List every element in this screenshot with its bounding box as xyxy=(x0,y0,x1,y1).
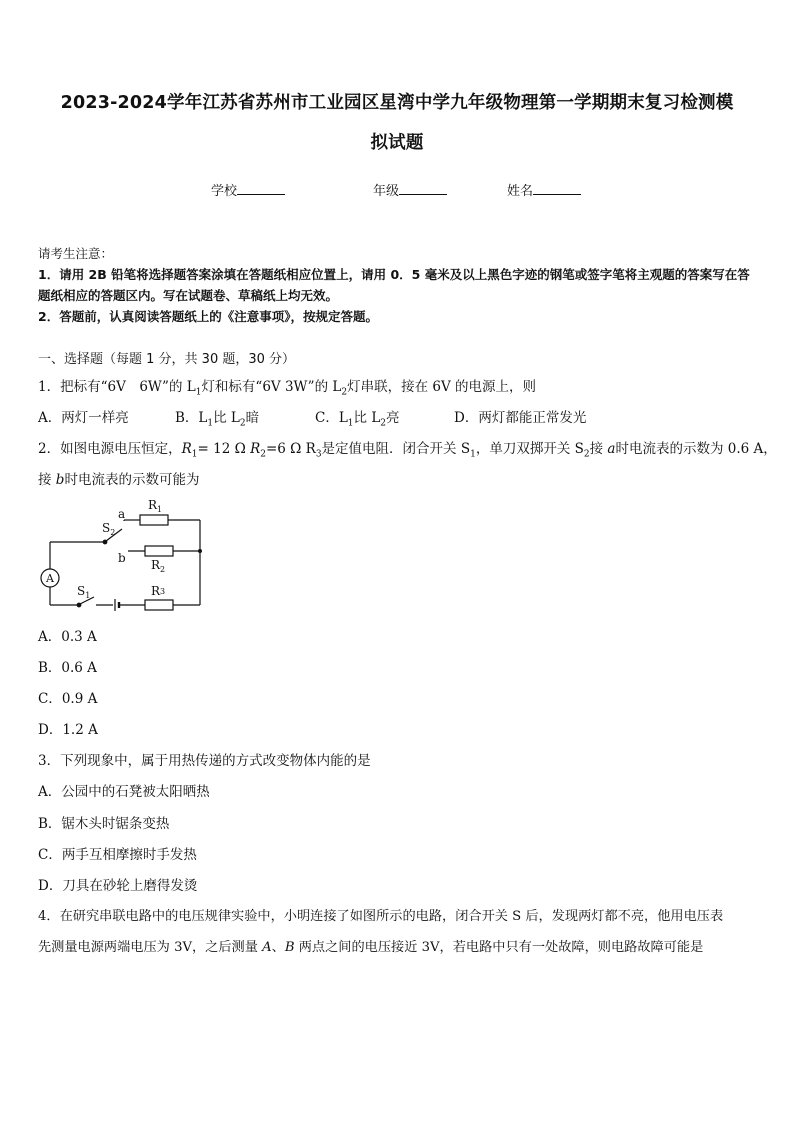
q1-c-mid: 比 L xyxy=(353,410,381,426)
q1-c-post: 亮 xyxy=(386,410,400,426)
q1-b-sub2: 2 xyxy=(239,418,246,429)
q1-stem xyxy=(38,375,760,398)
q2-s1-sub: 1 xyxy=(470,449,476,460)
name-field xyxy=(507,180,581,199)
q2-l2-pre: 接 xyxy=(38,472,56,488)
q2-option-c: C．0.9 A xyxy=(38,691,98,707)
q2-t5: ，单刀双掷开关 S xyxy=(475,441,584,457)
q1-c-pre: C．L xyxy=(315,410,348,426)
resistor-r2 xyxy=(145,546,173,556)
q4-stem-line2 xyxy=(38,936,760,955)
q1-text-c: 灯串联，接在 6V 的电源上，则 xyxy=(347,379,536,395)
q4-point-b: B xyxy=(284,940,295,955)
q1-b-mid: 比 L xyxy=(213,410,240,426)
q2-s2-sub: 2 xyxy=(583,449,590,460)
s2-label: $S_2$ xyxy=(102,521,116,537)
q1-b-sub1: 1 xyxy=(207,418,214,429)
q1-option-c xyxy=(315,406,400,429)
q2-r2: R xyxy=(250,441,261,457)
q1-b-pre: B．L xyxy=(175,410,208,426)
q4-point-a: A xyxy=(262,940,272,955)
q2-t4: 是定值电阻．闭合开关 S xyxy=(321,441,471,457)
name-blank xyxy=(533,182,581,195)
resistor-r1 xyxy=(140,515,168,525)
q2-l2-post: 时电流表的示数可能为 xyxy=(64,472,200,488)
q4-l2-pre: 先测量电源两端电压为 3V，之后测量 xyxy=(38,940,263,955)
q2-option-d: D．1.2 A xyxy=(38,722,98,738)
grade-field xyxy=(373,180,447,199)
school-field xyxy=(211,180,285,199)
q1-c-sub2: 2 xyxy=(380,418,387,429)
q3-option-d: D．刀具在砂轮上磨得发烫 xyxy=(38,878,198,894)
r1-label: $R_1$ xyxy=(148,498,163,514)
q2-r3-sub: 3 xyxy=(315,449,322,460)
q1-c-sub1: 1 xyxy=(347,418,354,429)
q1-option-b xyxy=(175,406,259,429)
school-blank xyxy=(237,182,285,195)
q2-t2: = 12 Ω xyxy=(197,441,251,457)
q1-sub-2: 2 xyxy=(341,387,348,398)
circuit-diagram xyxy=(30,490,220,615)
contact-b-label: b xyxy=(118,551,126,565)
resistor-r3 xyxy=(145,600,173,610)
r2-label: $R_2$ xyxy=(151,558,166,574)
q1-sub-1: 1 xyxy=(195,387,202,398)
s1-label: $S_1$ xyxy=(77,584,91,600)
q1-text-a: 1．把标有“6V 6W”的 L xyxy=(38,379,196,395)
q2-r1: R xyxy=(181,441,192,457)
q4-stem-line1: 4．在研究串联电路中的电压规律实验中，小明连接了如图所示的电路，闭合开关 S 后，发现两灯都不亮，他用电压表 xyxy=(38,909,724,924)
q1-option-d: D．两灯都能正常发光 xyxy=(454,410,587,426)
grade-blank xyxy=(399,182,447,195)
q2-stem-line1 xyxy=(38,437,777,460)
ammeter-label: A xyxy=(46,572,54,585)
q4-l2-post: 两点之间的电压接近 3V，若电路中只有一处故障，则电路故障可能是 xyxy=(294,940,704,955)
section1-heading: 一、选择题（每题 1 分，共 30 题，30 分） xyxy=(38,352,296,367)
q2-t6: 接 xyxy=(589,441,608,457)
q3-stem: 3．下列现象中，属于用热传递的方式改变物体内能的是 xyxy=(38,753,371,769)
contact-a-label: a xyxy=(118,507,126,521)
q2-option-a: A．0.3 A xyxy=(38,629,97,645)
q3-option-a: A．公园中的石凳被太阳晒热 xyxy=(38,784,210,800)
q2-r1-sub: 1 xyxy=(191,449,198,460)
q2-t3: =6 Ω R xyxy=(265,441,316,457)
q2-a: a xyxy=(607,441,616,457)
notice-heading: 请考生注意： xyxy=(38,246,114,261)
q4-sep: 、 xyxy=(271,940,285,955)
q2-stem-line2 xyxy=(38,468,760,488)
r3-label: R3 xyxy=(151,584,166,598)
q1-b-post: 暗 xyxy=(245,410,260,426)
notice-item-2: 2．答题前，认真阅读答题纸上的《注意事项》，按规定答题。 xyxy=(38,309,378,324)
notice-item-1: 1．请用 2B 铅笔将选择题答案涂填在答题纸相应位置上，请用 0．5 毫米及以上黑色字迹的钢笔或签字笔将主观题的答案写在答题纸相应的答题区内。写在试题卷、草稿纸上均无效。 xyxy=(38,267,750,303)
q2-option-b: B．0.6 A xyxy=(38,660,97,676)
q3-option-c: C．两手互相摩擦时手发热 xyxy=(38,847,197,863)
junction-dot xyxy=(198,549,202,553)
q2-b: b xyxy=(55,472,65,488)
grade-label: 年级 xyxy=(373,184,400,199)
exam-title-line1: 2023-2024学年江苏省苏州市工业园区星湾中学九年级物理第一学期期末复习检测模 xyxy=(60,93,734,113)
q2-t1: 2．如图电源电压恒定， xyxy=(38,441,182,457)
q2-t7: 时电流表的示数为 0.6 A， xyxy=(615,441,777,457)
exam-title-line2: 拟试题 xyxy=(370,133,424,153)
name-label: 姓名 xyxy=(507,184,534,199)
q1-option-a: A．两灯一样亮 xyxy=(38,410,129,426)
q1-text-b: 灯和标有“6V 3W”的 L xyxy=(201,379,342,395)
q3-option-b: B．锯木头时锯条变热 xyxy=(38,816,170,832)
school-label: 学校 xyxy=(211,184,238,199)
notice-block xyxy=(38,243,760,327)
q2-r2-sub: 2 xyxy=(260,449,266,460)
